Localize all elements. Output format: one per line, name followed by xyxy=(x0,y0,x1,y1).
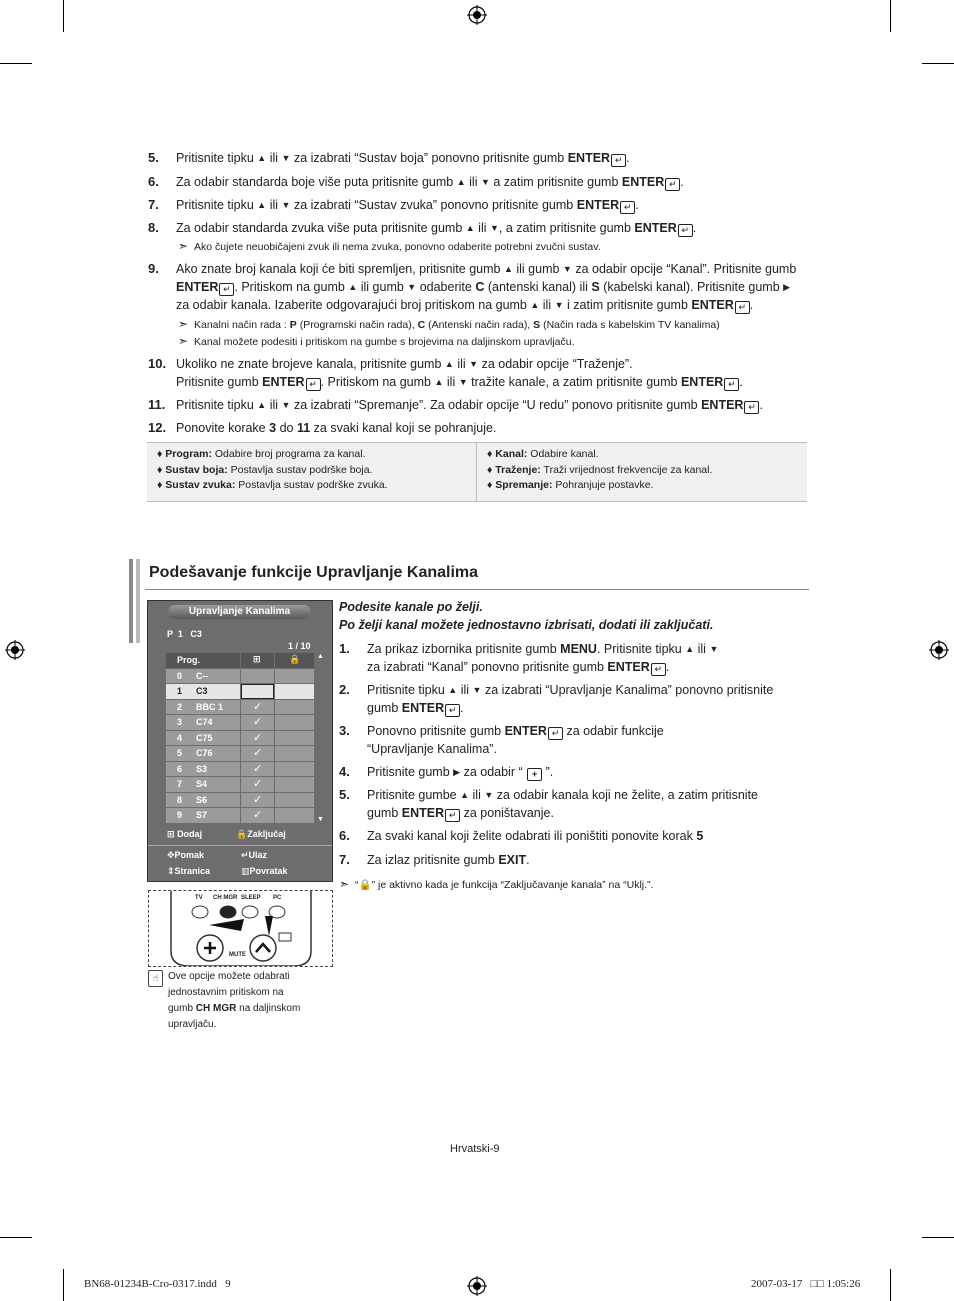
enter-icon: ↵ xyxy=(241,850,249,860)
definitions-left xyxy=(157,447,388,494)
scroll-down-icon: ▼ xyxy=(317,816,324,823)
step-text: ili xyxy=(269,398,279,412)
step-text: ili gumb xyxy=(516,262,560,276)
note-text: ” je aktivno kada je funkcija “Zaključavanje kanala” na “Uklj.”. xyxy=(371,879,654,891)
tv-menu-screenshot xyxy=(147,600,333,882)
step-number: 8. xyxy=(148,220,159,235)
step-text: za izabrati “Spremanje”. Za odabir opcije “U redu” ponovo pritisnite gumb xyxy=(293,398,698,412)
step-number: 6. xyxy=(339,828,350,843)
crop-mark xyxy=(890,1269,891,1301)
add-icon: ⊞ xyxy=(253,654,261,664)
crop-mark xyxy=(63,0,64,32)
step-number: 3. xyxy=(339,723,350,738)
down-arrow-icon: ▼ xyxy=(554,300,564,310)
step-number: 4. xyxy=(339,764,350,779)
tv-menu-title: Upravljanje Kanalima xyxy=(168,605,311,619)
enter-label: ENTER xyxy=(607,660,650,674)
tv-add-label: Dodaj xyxy=(177,829,203,839)
step-text: gumb xyxy=(367,701,399,715)
step-text: Pritisnite tipku xyxy=(176,398,254,412)
step-text: za odabir funkcije xyxy=(566,724,664,738)
crop-mark xyxy=(0,1237,32,1238)
definition-key: Sustav boja: xyxy=(165,463,228,476)
channel-name: C76 xyxy=(196,748,213,758)
tv-channel-row xyxy=(166,700,314,715)
enter-label: ENTER xyxy=(401,806,445,820)
menu-label: MENU xyxy=(560,642,597,656)
channel-name: C-- xyxy=(196,670,209,681)
page-icon: ⇕ xyxy=(167,866,175,876)
note-arrow-icon: ➣ xyxy=(178,239,189,253)
step-text: . Pritiskom na gumb xyxy=(234,280,345,294)
step-text: Za prikaz izbornika pritisnite gumb xyxy=(367,642,557,656)
enter-label: ENTER xyxy=(176,280,219,294)
heading-underline xyxy=(145,589,809,590)
remote-note-line xyxy=(168,1001,328,1017)
step-text: Pritisnite tipku xyxy=(176,151,254,165)
exit-label: EXIT xyxy=(498,853,527,867)
channel-number: 6 xyxy=(177,763,183,774)
step-number: 10. xyxy=(148,356,167,371)
up-arrow-icon: ▲ xyxy=(257,153,267,163)
definition-value: Odabire kanal. xyxy=(530,448,599,460)
note-text: Kanal možete podesiti i pritiskom na gumbe s brojevima na daljinskom upravljaču. xyxy=(194,336,575,348)
note-arrow-icon: ➣ xyxy=(178,317,189,331)
down-arrow-icon: ▼ xyxy=(281,153,291,163)
tv-grid-header xyxy=(166,653,314,668)
check-icon: ✓ xyxy=(253,762,263,775)
note-text: Kanalni način rada : xyxy=(194,319,287,331)
up-arrow-icon: ▲ xyxy=(434,377,444,387)
tv-page-hint xyxy=(167,866,210,877)
check-icon: ✓ xyxy=(253,793,263,806)
tv-move-label: Pomak xyxy=(174,850,205,860)
tv-program-indicator: P 1 C3 xyxy=(167,629,202,639)
definition-key: Spremanje: xyxy=(495,479,553,491)
enter-label: ENTER xyxy=(262,375,305,389)
tv-enter-hint xyxy=(241,850,267,861)
enter-icon: ↵ xyxy=(611,154,626,167)
down-arrow-icon: ▼ xyxy=(472,685,482,695)
step-text: ili xyxy=(478,221,487,235)
step-text: za odabir opcije “Kanal”. Pritisnite gumb xyxy=(575,262,797,276)
definition-item: ♦ Kanal: Odabire kanal. xyxy=(487,448,599,460)
definition-item: ♦ Traženje: Traži vrijednost frekvencije za kanal. xyxy=(487,463,713,476)
step-text: ili xyxy=(469,175,478,189)
note-9a xyxy=(178,316,720,333)
enter-icon: ↵ xyxy=(548,727,563,740)
bold-letter: C xyxy=(417,319,426,331)
tv-return-hint xyxy=(241,866,288,877)
channel-name: C74 xyxy=(196,717,213,727)
step-text: za odabir kanala koji ne želite, a zatim pritisnite xyxy=(496,788,758,802)
up-arrow-icon: ▲ xyxy=(530,300,540,310)
registration-mark-icon xyxy=(5,640,25,660)
step-text: . Pritiskom na gumb xyxy=(320,375,432,389)
note-9b xyxy=(178,333,575,350)
registration-mark-icon xyxy=(467,1276,487,1296)
tv-channel-row xyxy=(166,731,314,746)
enter-icon: ↵ xyxy=(306,378,321,391)
down-arrow-icon: ▼ xyxy=(281,400,291,410)
crop-mark xyxy=(922,63,954,64)
remote-note xyxy=(168,969,328,1033)
step-number: 11. xyxy=(148,397,166,412)
date-info: 2007-03-17 □□ 1:05:26 xyxy=(751,1278,861,1290)
step-text: za svaki kanal koji se pohranjuje. xyxy=(313,421,497,435)
up-arrow-icon: ▲ xyxy=(503,264,513,274)
step-text: Ako znate broj kanala koji će biti spremljen, pritisnite gumb xyxy=(176,262,501,276)
step-text: (antenski kanal) ili xyxy=(487,280,588,294)
enter-icon: ↵ xyxy=(445,704,460,717)
enter-label: ENTER xyxy=(401,701,445,715)
step-number: 5. xyxy=(148,150,159,165)
step-text: Pritisnite gumb xyxy=(367,765,450,779)
step-text: odaberite xyxy=(419,280,472,294)
channel-name: S7 xyxy=(196,810,208,820)
bold-letter: S xyxy=(533,319,541,331)
channel-number: 7 xyxy=(177,779,183,789)
tv-channel-row xyxy=(166,746,314,761)
step-text: ili gumb xyxy=(360,280,404,294)
channel-name: S3 xyxy=(196,763,208,774)
lock-icon: 🔒 xyxy=(236,829,248,839)
enter-icon: ↵ xyxy=(678,224,693,237)
tv-channel-row-selected xyxy=(166,684,314,699)
bold-number: 5 xyxy=(696,829,704,843)
definition-key: Traženje: xyxy=(495,463,541,476)
down-arrow-icon: ▼ xyxy=(484,790,494,800)
enter-label: ENTER xyxy=(691,298,734,312)
step-text: . Pritisnite tipku xyxy=(596,642,682,656)
up-arrow-icon: ▲ xyxy=(685,644,695,654)
tv-channel-grid xyxy=(166,653,314,824)
enter-icon: ↵ xyxy=(724,378,739,391)
down-arrow-icon: ▼ xyxy=(562,264,572,274)
step-text: Pritisnite gumb xyxy=(176,375,259,389)
check-icon: ✓ xyxy=(253,700,263,713)
enter-label: ENTER xyxy=(576,198,620,212)
section-intro xyxy=(339,598,713,634)
check-icon: ✓ xyxy=(253,778,263,790)
step-text: “Upravljanje Kanalima”. xyxy=(367,742,497,756)
definition-key: Sustav zvuka: xyxy=(165,479,236,491)
add-icon: + xyxy=(527,768,542,781)
step-text: ili xyxy=(457,357,466,371)
enter-label: ENTER xyxy=(680,375,724,389)
note-text: (Način rada s kabelskim TV kanalima) xyxy=(543,319,720,331)
note-text: (Antenski način rada), xyxy=(428,319,531,331)
tv-page-label: Stranica xyxy=(174,866,211,876)
move-icon: ✥ xyxy=(167,850,175,860)
definition-value: Pohranjuje postavke. xyxy=(555,479,654,491)
step-text: Ukoliko ne znate brojeve kanala, pritisnite gumb xyxy=(176,357,442,371)
up-arrow-icon: ▲ xyxy=(448,685,458,695)
tv-channel-row xyxy=(166,808,314,823)
bold-number: 3 xyxy=(269,421,277,435)
remote-pc-label: PC xyxy=(273,895,282,901)
note-arrow-icon: ➣ xyxy=(178,334,189,348)
up-arrow-icon: ▲ xyxy=(444,359,454,369)
enter-icon: ↵ xyxy=(744,401,759,414)
up-arrow-icon: ▲ xyxy=(257,400,267,410)
enter-label: ENTER xyxy=(701,398,744,412)
step-text: (kabelski kanal). Pritisnite gumb xyxy=(603,280,780,294)
definition-value: Traži vrijednost frekvencije za kanal. xyxy=(543,463,713,476)
step-number: 1. xyxy=(339,641,350,656)
tv-enter-label: Ulaz xyxy=(248,850,268,860)
tv-channel-row xyxy=(166,793,314,808)
channel-number: 2 xyxy=(177,701,183,712)
down-arrow-icon: ▼ xyxy=(458,377,468,387)
right-arrow-icon: ▶ xyxy=(783,282,791,292)
tv-channel-row xyxy=(166,777,314,792)
remote-illustration xyxy=(148,890,333,967)
up-arrow-icon: ▲ xyxy=(348,282,358,292)
step-text: ili xyxy=(446,375,456,389)
definitions-table xyxy=(147,442,807,502)
channel-name: BBC 1 xyxy=(196,701,224,712)
tv-channel-row xyxy=(166,762,314,777)
step-number: 9. xyxy=(148,261,159,276)
step-number: 6. xyxy=(148,174,159,189)
check-icon: ✓ xyxy=(253,747,263,759)
lock-icon: 🔒 xyxy=(289,654,301,664)
definition-key: Kanal: xyxy=(495,448,528,460)
step-text: ili xyxy=(472,788,481,802)
table-divider xyxy=(476,443,477,501)
tv-channel-row xyxy=(166,669,314,684)
hand-pointer-icon: ☝ xyxy=(148,970,163,987)
section-heading: Podešavanje funkcije Upravljanje Kanalima xyxy=(149,564,479,581)
section-bar xyxy=(129,559,133,643)
step-number: 2. xyxy=(339,682,350,697)
channel-number: 3 xyxy=(177,717,183,727)
step-text: za izabrati “Sustav boja” ponovno pritisnite gumb xyxy=(293,151,565,165)
remote-note-bold: CH MGR xyxy=(195,1003,237,1014)
down-arrow-icon: ▼ xyxy=(469,359,479,369)
registration-mark-icon xyxy=(929,640,949,660)
down-arrow-icon: ▼ xyxy=(407,282,417,292)
step-text: Za svaki kanal koji želite odabrati ili poništiti ponovite korak xyxy=(367,829,693,843)
right-arrow-icon: ▶ xyxy=(453,767,461,777)
enter-icon: ↵ xyxy=(651,663,666,676)
definition-item: ♦ Program: Odabire broj programa za kanal. xyxy=(157,448,366,460)
remote-note-line: upravljaču. xyxy=(168,1019,217,1030)
definition-item: ♦ Sustav zvuka: Postavlja sustav podrške zvuka. xyxy=(157,479,388,491)
step-text: ili xyxy=(269,151,279,165)
step-text: Za izlaz pritisnite gumb xyxy=(367,853,495,867)
up-arrow-icon: ▲ xyxy=(456,177,466,187)
check-icon: ✓ xyxy=(253,716,263,728)
intro-line: Podesite kanale po želji. xyxy=(339,600,483,614)
tv-col-prog: Prog. xyxy=(177,655,201,665)
down-arrow-icon: ▼ xyxy=(480,177,490,187)
step-text: Ponovite korake xyxy=(176,421,266,435)
channel-name: C75 xyxy=(196,732,213,743)
enter-label: ENTER xyxy=(567,151,611,165)
step-number: 12. xyxy=(148,420,167,435)
step-text: gumb xyxy=(367,806,399,820)
registration-mark-icon xyxy=(467,5,487,25)
tv-return-label: Povratak xyxy=(249,866,288,876)
step-text: Pritisnite tipku xyxy=(367,683,445,697)
enter-label: ENTER xyxy=(621,175,665,189)
channel-name: S4 xyxy=(196,779,208,789)
step-text: za poništavanje. xyxy=(463,806,554,820)
step-text: Pritisnite tipku xyxy=(176,198,254,212)
file-info: BN68-01234B-Cro-0317.indd 9 xyxy=(84,1278,231,1290)
step-text: za izabrati “Sustav zvuka” ponovno pritisnite gumb xyxy=(293,198,574,212)
tv-footer-divider xyxy=(148,845,332,846)
definition-key: Program: xyxy=(165,448,212,460)
channel-number: 5 xyxy=(177,748,183,758)
channel-name: C3 xyxy=(196,686,208,696)
crop-mark xyxy=(63,1269,64,1301)
tv-channel-row xyxy=(166,715,314,730)
down-arrow-icon: ▼ xyxy=(490,223,499,233)
channel-name: S6 xyxy=(196,794,208,805)
step-text: ili xyxy=(460,683,470,697)
add-icon: ⊞ xyxy=(167,829,175,839)
bold-number: 11 xyxy=(296,421,311,435)
definition-item: ♦ Spremanje: Pohranjuje postavke. xyxy=(487,479,654,491)
step-text: ili xyxy=(697,642,706,656)
enter-label: ENTER xyxy=(504,724,547,738)
up-arrow-icon: ▲ xyxy=(465,223,475,233)
enter-icon: ↵ xyxy=(219,283,234,296)
step-number: 5. xyxy=(339,787,350,802)
definition-item: ♦ Sustav boja: Postavlja sustav podrške boja. xyxy=(157,463,373,476)
step-number: 7. xyxy=(148,197,159,212)
section-bar xyxy=(136,559,140,643)
crop-mark xyxy=(890,0,891,32)
step-text: ili xyxy=(542,298,552,312)
note-text: Ako čujete neuobičajeni zvuk ili nema zvuka, ponovno odaberite potrebni zvučni sustav. xyxy=(194,241,601,253)
crop-mark xyxy=(922,1237,954,1238)
lock-icon: 🔒 xyxy=(358,879,372,891)
note-arrow-icon: ➣ xyxy=(339,877,350,891)
check-icon: ✓ xyxy=(253,731,263,744)
step-text: za izabrati “Kanal” ponovno pritisnite gumb xyxy=(367,660,604,674)
remote-note-line: Ove opcije možete odabrati xyxy=(168,971,290,982)
step-text: a zatim pritisnite gumb xyxy=(493,175,619,189)
definitions-right xyxy=(487,447,712,494)
tv-lock-hint xyxy=(236,829,286,840)
check-icon: ✓ xyxy=(253,809,263,821)
remote-chmgr-label: CH MGR xyxy=(213,895,238,901)
step-text: tražite kanale, a zatim pritisnite gumb xyxy=(471,375,678,389)
definition-value: Odabire broj programa za kanal. xyxy=(214,448,366,460)
tv-lock-label: Zaključaj xyxy=(247,829,286,839)
bold-letter: C xyxy=(475,280,485,294)
enter-icon: ↵ xyxy=(445,809,460,822)
intro-line: Po želji kanal možete jednostavno izbrisati, dodati ili zaključati. xyxy=(339,618,714,632)
enter-icon: ↵ xyxy=(665,178,680,191)
step-text: Ponovno pritisnite gumb xyxy=(367,724,502,738)
step-text: Pritisnite gumbe xyxy=(367,788,457,802)
step-text: za izabrati “Upravljanje Kanalima” ponovno pritisnite xyxy=(484,683,774,697)
down-arrow-icon: ▼ xyxy=(709,644,719,654)
step-text: i zatim pritisnite gumb xyxy=(567,298,688,312)
step-text: Za odabir standarda boje više puta pritisnite gumb xyxy=(176,175,454,189)
remote-note-line: jednostavnim pritiskom na xyxy=(168,987,284,998)
channel-number: 0 xyxy=(177,670,183,681)
definition-value: Postavlja sustav podrške boja. xyxy=(230,463,373,476)
step-text: , a zatim pritisnite gumb xyxy=(498,221,631,235)
step-number: 7. xyxy=(339,852,350,867)
remote-sleep-label: SLEEP xyxy=(241,895,261,901)
step-text: Za odabir standarda zvuka više puta pritisnite gumb xyxy=(176,221,463,235)
channel-number: 4 xyxy=(177,732,183,743)
down-arrow-icon: ▼ xyxy=(281,200,291,210)
page-number: Hrvatski-9 xyxy=(450,1143,500,1155)
step-text: ili xyxy=(269,198,279,212)
enter-icon: ↵ xyxy=(620,201,635,214)
bold-letter: P xyxy=(289,319,297,331)
enter-icon: ↵ xyxy=(735,301,750,314)
note-text: (Programski način rada), xyxy=(299,319,415,331)
up-arrow-icon: ▲ xyxy=(257,200,267,210)
step-text: do xyxy=(279,421,294,435)
step-text: . xyxy=(526,853,530,867)
remote-tv-label: TV xyxy=(195,895,203,901)
bold-letter: S xyxy=(591,280,600,294)
lock-note xyxy=(339,876,653,893)
channel-number: 1 xyxy=(177,686,183,696)
tv-page-count: 1 / 10 xyxy=(288,641,311,651)
note-text: “ xyxy=(355,879,359,891)
step-text: za odabir “ xyxy=(463,765,523,779)
definition-value: Postavlja sustav podrške zvuka. xyxy=(238,479,388,491)
step-text: za odabir kanala. Izaberite odgovarajući broj pritiskom na gumb xyxy=(176,298,527,312)
scroll-up-icon: ▲ xyxy=(317,653,324,660)
remote-mute-label: MUTE xyxy=(229,952,246,958)
step-9: 9. Ako znate broj kanala koji će biti spremljen, pritisnite gumb ▲ ili gumb ▼ za odabir opcije “Kanal”. Pritisnite gumb ENTER ↵ . Pritiskom na gumb ▲ ili gumb ▼ odaberite C (antenski kanal) ili S (kabelski kanal). Pritisnite gumb ▶ za odabir kanala. Izaberite odgovarajući broj pritiskom na gumb ▲ ili ▼ i zatim pritisnite gumb ENTER ↵ . xyxy=(148,261,797,312)
note-8 xyxy=(178,238,601,255)
channel-number: 8 xyxy=(177,794,183,805)
step-text: za odabir opcije “Traženje”. xyxy=(481,357,633,371)
tv-add-hint xyxy=(167,829,202,840)
tv-move-hint xyxy=(167,850,204,861)
channel-number: 9 xyxy=(177,810,183,820)
enter-label: ENTER xyxy=(634,221,677,235)
return-icon: ▥ xyxy=(241,866,250,876)
remote-note-text: na daljinskom xyxy=(239,1003,301,1014)
up-arrow-icon: ▲ xyxy=(460,790,470,800)
step-text: ”. xyxy=(545,765,554,779)
remote-note-text: gumb xyxy=(168,1003,194,1014)
crop-mark xyxy=(0,63,32,64)
